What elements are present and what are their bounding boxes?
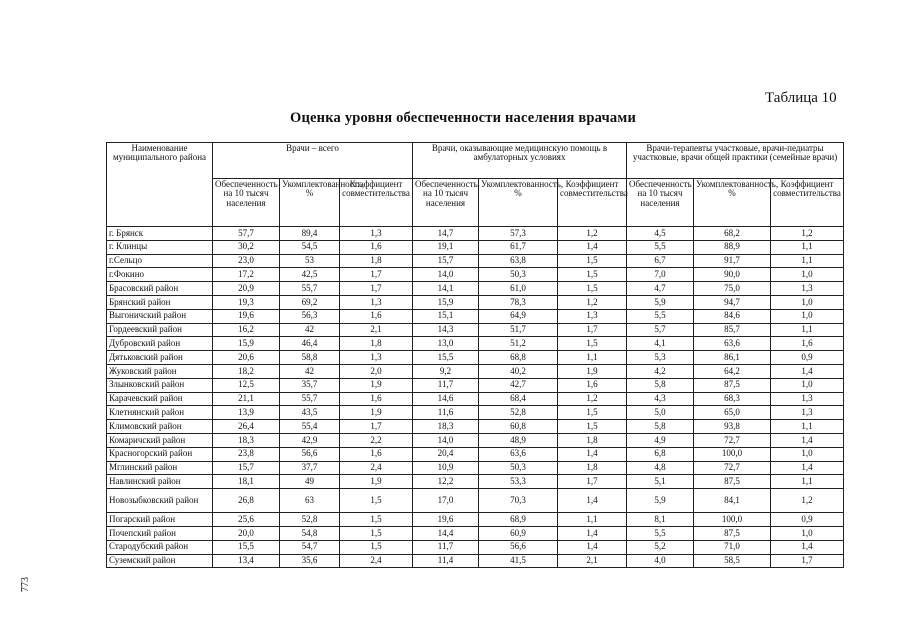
value-cell: 1,3 (558, 309, 627, 323)
table-row (107, 282, 844, 296)
table-row (107, 475, 844, 489)
value-cell: 71,0 (694, 540, 771, 554)
value-cell: 5,8 (627, 420, 694, 434)
value-cell: 1,9 (558, 364, 627, 378)
value-cell: 17,2 (213, 268, 280, 282)
value-cell: 4,0 (627, 554, 694, 568)
district-name-cell: Брянский район (107, 295, 213, 309)
value-cell: 1,8 (558, 461, 627, 475)
value-cell: 1,6 (340, 392, 413, 406)
value-cell: 72,7 (694, 461, 771, 475)
value-cell: 1,7 (340, 282, 413, 296)
value-cell: 1,2 (771, 489, 844, 513)
value-cell: 64,2 (694, 364, 771, 378)
header-coefficient: Коэффициент совместительства (558, 179, 627, 227)
value-cell: 20,9 (213, 282, 280, 296)
value-cell: 1,6 (340, 309, 413, 323)
table-title: Оценка уровня обеспеченности населения врачами (290, 110, 637, 126)
value-cell: 13,0 (413, 337, 479, 351)
table-body (107, 227, 844, 568)
table-row (107, 433, 844, 447)
table-row (107, 489, 844, 513)
value-cell: 11,4 (413, 554, 479, 568)
value-cell: 2,1 (340, 323, 413, 337)
value-cell: 40,2 (479, 364, 558, 378)
value-cell: 42,5 (280, 268, 340, 282)
value-cell: 85,7 (694, 323, 771, 337)
value-cell: 25,6 (213, 513, 280, 527)
value-cell: 1,2 (771, 227, 844, 241)
value-cell: 56,6 (479, 540, 558, 554)
value-cell: 1,5 (340, 526, 413, 540)
value-cell: 42 (280, 323, 340, 337)
value-cell: 64,9 (479, 309, 558, 323)
value-cell: 1,4 (771, 540, 844, 554)
value-cell: 21,1 (213, 392, 280, 406)
value-cell: 1,1 (771, 323, 844, 337)
value-cell: 4,3 (627, 392, 694, 406)
value-cell: 19,6 (413, 513, 479, 527)
value-cell: 54,8 (280, 526, 340, 540)
value-cell: 90,0 (694, 268, 771, 282)
value-cell: 1,1 (771, 240, 844, 254)
value-cell: 1,6 (558, 378, 627, 392)
value-cell: 1,7 (558, 323, 627, 337)
value-cell: 100,0 (694, 513, 771, 527)
header-staffing: Укомплектованность, % (479, 179, 558, 227)
value-cell: 1,0 (771, 447, 844, 461)
value-cell: 55,4 (280, 420, 340, 434)
value-cell: 20,4 (413, 447, 479, 461)
value-cell: 94,7 (694, 295, 771, 309)
value-cell: 26,4 (213, 420, 280, 434)
header-group-district-doctors: Врачи-терапевты участковые, врачи-педиатры участковые, врачи общей практики (семейные врачи) (627, 143, 844, 179)
value-cell: 1,5 (558, 406, 627, 420)
district-name-cell: Стародубский район (107, 540, 213, 554)
value-cell: 0,9 (771, 351, 844, 365)
value-cell: 5,7 (627, 323, 694, 337)
value-cell: 18,3 (413, 420, 479, 434)
value-cell: 1,7 (558, 475, 627, 489)
value-cell: 1,1 (558, 513, 627, 527)
value-cell: 1,5 (558, 268, 627, 282)
value-cell: 23,0 (213, 254, 280, 268)
table-row (107, 392, 844, 406)
value-cell: 68,3 (694, 392, 771, 406)
value-cell: 14,7 (413, 227, 479, 241)
table-row (107, 513, 844, 527)
table-row (107, 337, 844, 351)
value-cell: 43,5 (280, 406, 340, 420)
value-cell: 35,6 (280, 554, 340, 568)
value-cell: 17,0 (413, 489, 479, 513)
header-coefficient: Коэффициент совместительства (340, 179, 413, 227)
value-cell: 68,9 (479, 513, 558, 527)
value-cell: 84,1 (694, 489, 771, 513)
value-cell: 1,5 (558, 282, 627, 296)
table-row (107, 323, 844, 337)
value-cell: 11,7 (413, 378, 479, 392)
header-staffing: Укомплектованность, % (280, 179, 340, 227)
table-row (107, 420, 844, 434)
value-cell: 42 (280, 364, 340, 378)
table-number-label: Таблица 10 (765, 90, 837, 106)
value-cell: 1,7 (771, 554, 844, 568)
value-cell: 1,5 (558, 337, 627, 351)
table-row (107, 364, 844, 378)
district-name-cell: Мглинский район (107, 461, 213, 475)
value-cell: 1,6 (340, 447, 413, 461)
table-row (107, 254, 844, 268)
value-cell: 6,7 (627, 254, 694, 268)
value-cell: 13,4 (213, 554, 280, 568)
table-row (107, 378, 844, 392)
value-cell: 1,4 (558, 240, 627, 254)
value-cell: 11,7 (413, 540, 479, 554)
value-cell: 14,4 (413, 526, 479, 540)
value-cell: 1,0 (771, 295, 844, 309)
value-cell: 14,0 (413, 433, 479, 447)
value-cell: 7,0 (627, 268, 694, 282)
value-cell: 54,7 (280, 540, 340, 554)
value-cell: 48,9 (479, 433, 558, 447)
value-cell: 69,2 (280, 295, 340, 309)
value-cell: 14,6 (413, 392, 479, 406)
value-cell: 20,6 (213, 351, 280, 365)
value-cell: 5,2 (627, 540, 694, 554)
value-cell: 63,6 (479, 447, 558, 461)
value-cell: 37,7 (280, 461, 340, 475)
table-row (107, 295, 844, 309)
header-coefficient: Коэффициент совместительства (771, 179, 844, 227)
district-name-cell: Клетнянский район (107, 406, 213, 420)
value-cell: 60,9 (479, 526, 558, 540)
value-cell: 61,7 (479, 240, 558, 254)
value-cell: 1,7 (340, 268, 413, 282)
value-cell: 12,2 (413, 475, 479, 489)
table-row (107, 351, 844, 365)
value-cell: 5,3 (627, 351, 694, 365)
value-cell: 68,4 (479, 392, 558, 406)
value-cell: 18,3 (213, 433, 280, 447)
header-group-outpatient: Врачи, оказывающие медицинскую помощь в амбулаторных условиях (413, 143, 627, 179)
value-cell: 57,3 (479, 227, 558, 241)
district-name-cell: Дятьковский район (107, 351, 213, 365)
value-cell: 50,3 (479, 461, 558, 475)
value-cell: 1,6 (771, 337, 844, 351)
district-name-cell: г. Брянск (107, 227, 213, 241)
value-cell: 11,6 (413, 406, 479, 420)
value-cell: 1,4 (771, 364, 844, 378)
value-cell: 1,6 (340, 240, 413, 254)
value-cell: 86,1 (694, 351, 771, 365)
value-cell: 1,3 (340, 227, 413, 241)
header-provision: Обеспеченность на 10 тысяч населения (627, 179, 694, 227)
value-cell: 1,7 (340, 420, 413, 434)
value-cell: 4,5 (627, 227, 694, 241)
value-cell: 63 (280, 489, 340, 513)
header-group-all-doctors: Врачи – всего (213, 143, 413, 179)
value-cell: 1,8 (340, 337, 413, 351)
value-cell: 56,3 (280, 309, 340, 323)
value-cell: 1,3 (771, 392, 844, 406)
value-cell: 18,1 (213, 475, 280, 489)
value-cell: 2,0 (340, 364, 413, 378)
value-cell: 68,8 (479, 351, 558, 365)
value-cell: 1,4 (771, 461, 844, 475)
district-name-cell: Брасовский район (107, 282, 213, 296)
value-cell: 75,0 (694, 282, 771, 296)
value-cell: 1,5 (558, 254, 627, 268)
value-cell: 0,9 (771, 513, 844, 527)
value-cell: 57,7 (213, 227, 280, 241)
value-cell: 1,9 (340, 475, 413, 489)
value-cell: 19,1 (413, 240, 479, 254)
value-cell: 87,5 (694, 526, 771, 540)
value-cell: 55,7 (280, 392, 340, 406)
value-cell: 41,5 (479, 554, 558, 568)
district-name-cell: Климовский район (107, 420, 213, 434)
value-cell: 20,0 (213, 526, 280, 540)
value-cell: 2,4 (340, 554, 413, 568)
value-cell: 68,2 (694, 227, 771, 241)
value-cell: 16,2 (213, 323, 280, 337)
value-cell: 15,7 (413, 254, 479, 268)
value-cell: 1,3 (340, 295, 413, 309)
table-row (107, 309, 844, 323)
district-name-cell: Дубровский район (107, 337, 213, 351)
value-cell: 1,1 (771, 475, 844, 489)
district-name-cell: г.Фокино (107, 268, 213, 282)
value-cell: 1,3 (340, 351, 413, 365)
value-cell: 15,9 (413, 295, 479, 309)
value-cell: 1,0 (771, 526, 844, 540)
district-name-cell: Жуковский район (107, 364, 213, 378)
value-cell: 63,6 (694, 337, 771, 351)
value-cell: 50,3 (479, 268, 558, 282)
value-cell: 2,1 (558, 554, 627, 568)
table-row (107, 406, 844, 420)
table-row (107, 526, 844, 540)
table-row (107, 554, 844, 568)
header-staffing: Укомплектованность, % (694, 179, 771, 227)
header-provision: Обеспеченность на 10 тысяч населения (413, 179, 479, 227)
value-cell: 51,7 (479, 323, 558, 337)
district-name-cell: Суземский район (107, 554, 213, 568)
value-cell: 6,8 (627, 447, 694, 461)
value-cell: 10,9 (413, 461, 479, 475)
value-cell: 4,7 (627, 282, 694, 296)
value-cell: 58,8 (280, 351, 340, 365)
value-cell: 91,7 (694, 254, 771, 268)
value-cell: 14,3 (413, 323, 479, 337)
value-cell: 23,8 (213, 447, 280, 461)
value-cell: 1,4 (558, 489, 627, 513)
district-name-cell: Навлинский район (107, 475, 213, 489)
header-name: Наименование муниципального района (107, 143, 213, 227)
value-cell: 1,2 (558, 227, 627, 241)
value-cell: 14,1 (413, 282, 479, 296)
district-name-cell: г. Клинцы (107, 240, 213, 254)
district-name-cell: Новозыбковский район (107, 489, 213, 513)
value-cell: 1,1 (771, 254, 844, 268)
table-row (107, 227, 844, 241)
value-cell: 58,5 (694, 554, 771, 568)
district-name-cell: г.Сельцо (107, 254, 213, 268)
value-cell: 53,3 (479, 475, 558, 489)
value-cell: 53 (280, 254, 340, 268)
value-cell: 1,3 (771, 406, 844, 420)
value-cell: 5,0 (627, 406, 694, 420)
value-cell: 46,4 (280, 337, 340, 351)
district-name-cell: Комаричский район (107, 433, 213, 447)
value-cell: 1,1 (558, 351, 627, 365)
value-cell: 54,5 (280, 240, 340, 254)
district-name-cell: Выгоничский район (107, 309, 213, 323)
district-name-cell: Злынковский район (107, 378, 213, 392)
value-cell: 88,9 (694, 240, 771, 254)
value-cell: 1,3 (771, 282, 844, 296)
value-cell: 4,8 (627, 461, 694, 475)
value-cell: 19,3 (213, 295, 280, 309)
value-cell: 42,7 (479, 378, 558, 392)
district-name-cell: Погарский район (107, 513, 213, 527)
district-name-cell: Красногорский район (107, 447, 213, 461)
value-cell: 5,8 (627, 378, 694, 392)
value-cell: 1,8 (558, 433, 627, 447)
value-cell: 55,7 (280, 282, 340, 296)
value-cell: 56,6 (280, 447, 340, 461)
value-cell: 1,5 (340, 540, 413, 554)
value-cell: 1,5 (340, 513, 413, 527)
value-cell: 1,8 (340, 254, 413, 268)
value-cell: 35,7 (280, 378, 340, 392)
doctors-provision-table (106, 142, 844, 568)
value-cell: 60,8 (479, 420, 558, 434)
value-cell: 14,0 (413, 268, 479, 282)
district-name-cell: Почепский район (107, 526, 213, 540)
value-cell: 15,1 (413, 309, 479, 323)
value-cell: 30,2 (213, 240, 280, 254)
value-cell: 1,2 (558, 295, 627, 309)
value-cell: 1,4 (771, 433, 844, 447)
value-cell: 1,1 (771, 420, 844, 434)
value-cell: 8,1 (627, 513, 694, 527)
value-cell: 9,2 (413, 364, 479, 378)
value-cell: 18,2 (213, 364, 280, 378)
value-cell: 1,0 (771, 268, 844, 282)
district-name-cell: Карачевский район (107, 392, 213, 406)
value-cell: 1,9 (340, 378, 413, 392)
header-provision: Обеспеченность на 10 тысяч населения (213, 179, 280, 227)
value-cell: 72,7 (694, 433, 771, 447)
value-cell: 1,9 (340, 406, 413, 420)
value-cell: 52,8 (280, 513, 340, 527)
value-cell: 26,8 (213, 489, 280, 513)
value-cell: 5,5 (627, 240, 694, 254)
value-cell: 2,2 (340, 433, 413, 447)
value-cell: 49 (280, 475, 340, 489)
value-cell: 93,8 (694, 420, 771, 434)
value-cell: 5,1 (627, 475, 694, 489)
value-cell: 42,9 (280, 433, 340, 447)
value-cell: 1,5 (340, 489, 413, 513)
value-cell: 87,5 (694, 475, 771, 489)
value-cell: 61,0 (479, 282, 558, 296)
value-cell: 4,1 (627, 337, 694, 351)
value-cell: 4,9 (627, 433, 694, 447)
value-cell: 63,8 (479, 254, 558, 268)
value-cell: 15,5 (413, 351, 479, 365)
value-cell: 1,4 (558, 526, 627, 540)
value-cell: 51,2 (479, 337, 558, 351)
value-cell: 65,0 (694, 406, 771, 420)
value-cell: 87,5 (694, 378, 771, 392)
value-cell: 52,8 (479, 406, 558, 420)
table-row (107, 240, 844, 254)
district-name-cell: Гордеевский район (107, 323, 213, 337)
value-cell: 1,5 (558, 420, 627, 434)
value-cell: 5,9 (627, 489, 694, 513)
value-cell: 2,4 (340, 461, 413, 475)
value-cell: 15,5 (213, 540, 280, 554)
value-cell: 13,9 (213, 406, 280, 420)
value-cell: 5,9 (627, 295, 694, 309)
value-cell: 15,9 (213, 337, 280, 351)
value-cell: 15,7 (213, 461, 280, 475)
value-cell: 84,6 (694, 309, 771, 323)
value-cell: 4,2 (627, 364, 694, 378)
value-cell: 5,5 (627, 309, 694, 323)
page-number: 773 (20, 577, 31, 592)
table-row (107, 540, 844, 554)
table-row (107, 447, 844, 461)
value-cell: 100,0 (694, 447, 771, 461)
table-row (107, 461, 844, 475)
value-cell: 1,2 (558, 392, 627, 406)
value-cell: 12,5 (213, 378, 280, 392)
value-cell: 1,4 (558, 447, 627, 461)
value-cell: 89,4 (280, 227, 340, 241)
value-cell: 1,4 (558, 540, 627, 554)
value-cell: 1,0 (771, 309, 844, 323)
value-cell: 5,5 (627, 526, 694, 540)
table-row (107, 268, 844, 282)
value-cell: 1,0 (771, 378, 844, 392)
value-cell: 19,6 (213, 309, 280, 323)
value-cell: 78,3 (479, 295, 558, 309)
value-cell: 70,3 (479, 489, 558, 513)
